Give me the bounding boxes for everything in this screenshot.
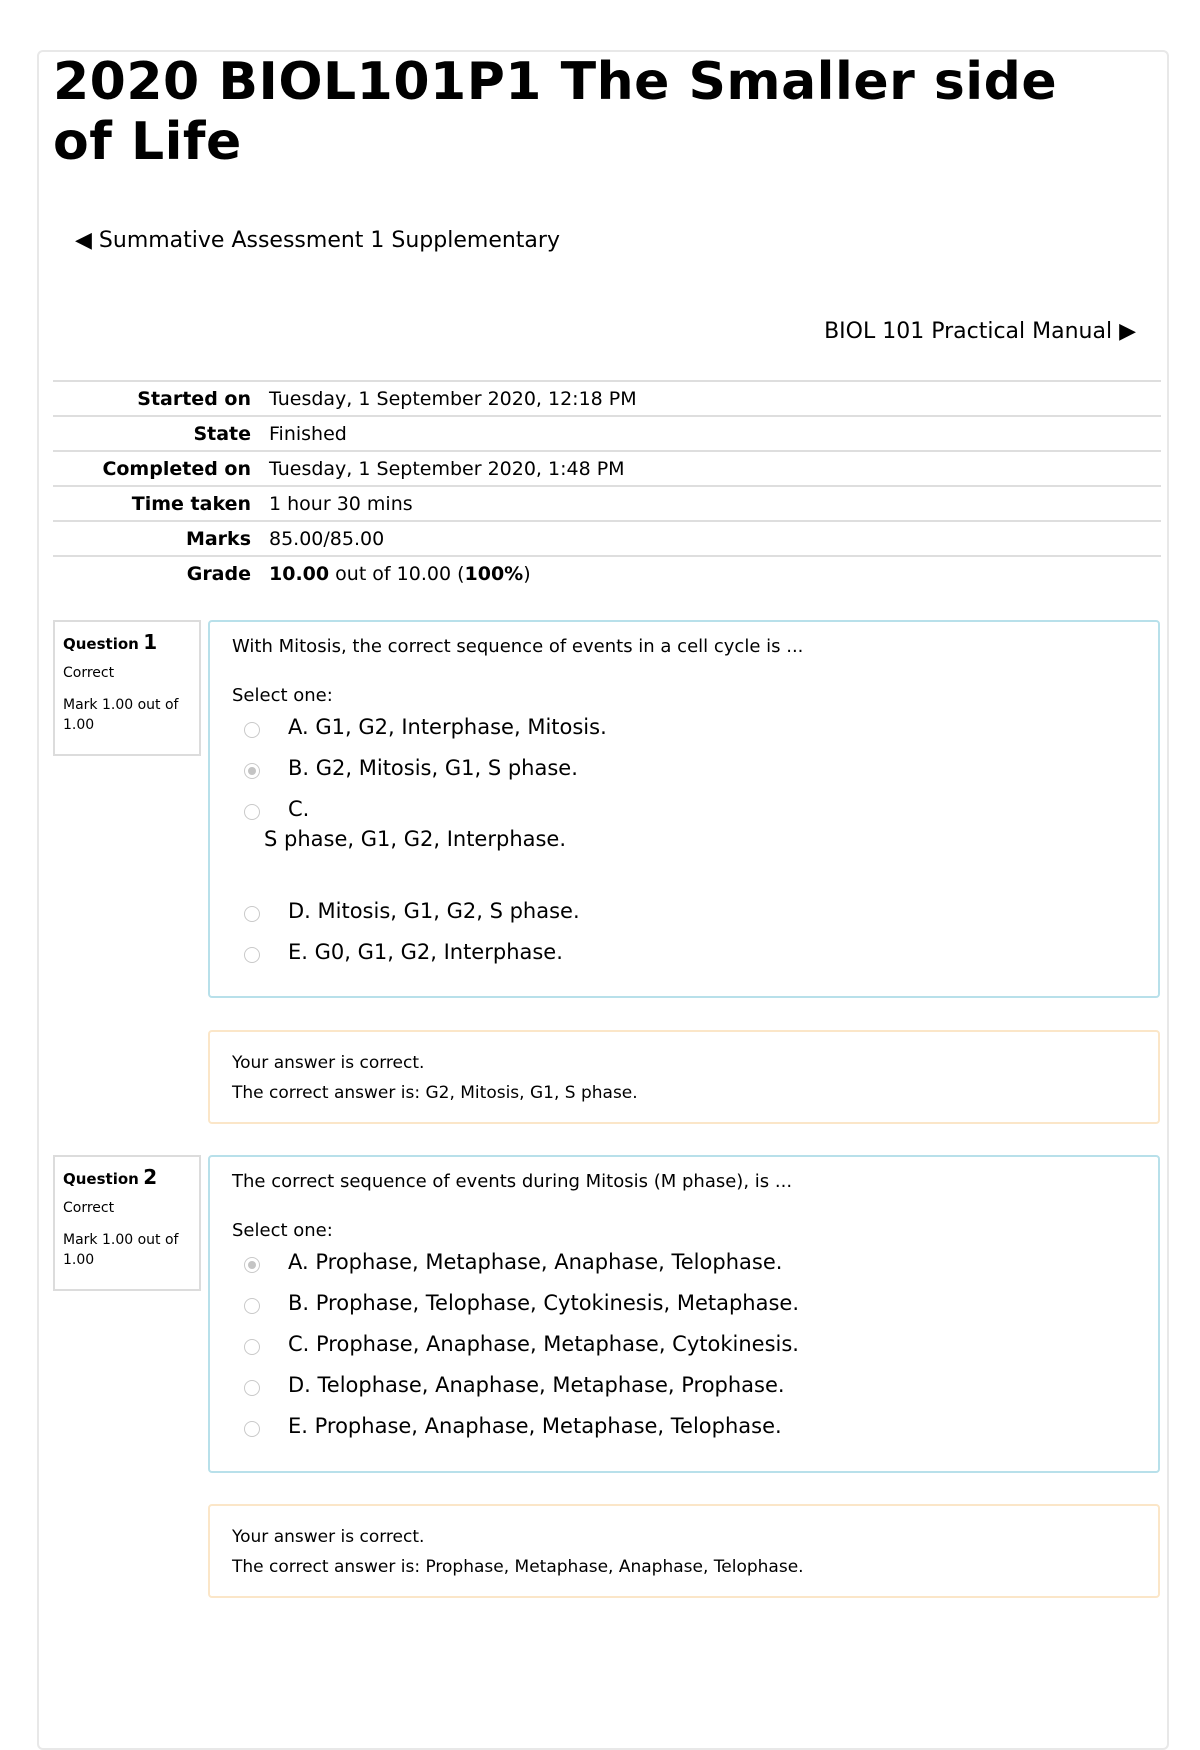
radio-button[interactable] <box>244 1421 260 1437</box>
answer-option[interactable] <box>232 1288 1136 1318</box>
feedback-correct-answer: The correct answer is: Prophase, Metaphase, Anaphase, Telophase. <box>232 1557 804 1577</box>
answer-option[interactable] <box>232 712 1136 742</box>
answer-option[interactable] <box>232 896 1136 926</box>
summary-row-time <box>53 486 1161 521</box>
question-info <box>53 1155 201 1291</box>
answer-label: A. Prophase, Metaphase, Anaphase, Telophase. <box>288 1250 783 1274</box>
radio-button[interactable] <box>244 1257 260 1273</box>
question-number: 2 <box>143 1165 158 1189</box>
course-title: 2020 BIOL101P1 The Smaller side of Life <box>53 52 1058 172</box>
answer-label: A. G1, G2, Interphase, Mitosis. <box>288 715 607 739</box>
summary-label: Started on <box>137 387 251 410</box>
answer-label-continued: S phase, G1, G2, Interphase. <box>264 827 567 851</box>
question-grade: Mark 1.00 out of 1.00 <box>63 697 179 733</box>
radio-button[interactable] <box>244 1339 260 1355</box>
select-prompt: Select one: <box>232 1220 333 1241</box>
answer-list <box>232 712 1136 967</box>
question-content <box>208 620 1160 998</box>
answer-list <box>232 1247 1136 1441</box>
answer-label: B. G2, Mitosis, G1, S phase. <box>288 756 578 780</box>
question-text: The correct sequence of events during Mitosis (M phase), is ... <box>232 1171 793 1192</box>
summary-value: Tuesday, 1 September 2020, 12:18 PM <box>269 387 637 410</box>
summary-label: Completed on <box>102 457 251 480</box>
radio-button[interactable] <box>244 1298 260 1314</box>
answer-option[interactable] <box>232 1370 1136 1400</box>
summary-value: 1 hour 30 mins <box>269 492 413 515</box>
question-feedback <box>208 1504 1160 1598</box>
summary-value: Tuesday, 1 September 2020, 1:48 PM <box>269 457 625 480</box>
question-info <box>53 620 201 756</box>
summary-row-state <box>53 416 1161 451</box>
answer-option[interactable] <box>232 937 1136 967</box>
summary-value: 85.00/85.00 <box>269 527 385 550</box>
answer-option[interactable] <box>232 1329 1136 1359</box>
summary-label: Marks <box>185 527 251 550</box>
radio-button[interactable] <box>244 906 260 922</box>
summary-row-grade <box>53 556 1161 591</box>
answer-label: D. Mitosis, G1, G2, S phase. <box>288 899 580 923</box>
summary-value <box>269 556 1161 591</box>
answer-label: D. Telophase, Anaphase, Metaphase, Prophase. <box>288 1373 785 1397</box>
feedback-correct-answer: The correct answer is: G2, Mitosis, G1, S phase. <box>232 1083 638 1103</box>
question-state: Correct <box>63 1200 115 1216</box>
summary-label: Grade <box>186 563 251 585</box>
question-state: Correct <box>63 665 115 681</box>
grade-percent: 100% <box>464 563 524 585</box>
radio-button[interactable] <box>244 804 260 820</box>
summary-value: Finished <box>269 422 347 445</box>
answer-label: C. Prophase, Anaphase, Metaphase, Cytokinesis. <box>288 1332 799 1356</box>
prev-activity-link[interactable]: ◀ Summative Assessment 1 Supplementary <box>75 228 560 253</box>
feedback-status: Your answer is correct. <box>232 1527 425 1547</box>
question-text: With Mitosis, the correct sequence of events in a cell cycle is ... <box>232 636 804 657</box>
question-label: Question <box>63 1170 139 1188</box>
grade-out-of: out of 10.00 ( <box>329 563 465 585</box>
radio-button[interactable] <box>244 947 260 963</box>
question-feedback <box>208 1030 1160 1124</box>
question-number: 1 <box>143 630 158 654</box>
answer-label: B. Prophase, Telophase, Cytokinesis, Metaphase. <box>288 1291 800 1315</box>
answer-label: E. G0, G1, G2, Interphase. <box>288 940 563 964</box>
summary-row-marks <box>53 521 1161 556</box>
summary-label: Time taken <box>131 492 251 515</box>
answer-option[interactable] <box>232 794 1136 854</box>
answer-label-wrapper <box>264 794 567 854</box>
summary-label: State <box>193 422 251 445</box>
grade-close: ) <box>523 563 531 585</box>
summary-row-completed <box>53 451 1161 486</box>
radio-button[interactable] <box>244 1380 260 1396</box>
answer-option[interactable] <box>232 753 1136 783</box>
radio-button[interactable] <box>244 763 260 779</box>
next-activity-link[interactable]: BIOL 101 Practical Manual ▶ <box>824 319 1136 344</box>
radio-button[interactable] <box>244 722 260 738</box>
feedback-status: Your answer is correct. <box>232 1053 425 1073</box>
attempt-summary-table <box>53 380 1161 591</box>
answer-label: C. <box>288 797 310 821</box>
answer-option[interactable] <box>232 1411 1136 1441</box>
answer-option[interactable] <box>232 1247 1136 1277</box>
select-prompt: Select one: <box>232 685 333 706</box>
question-grade: Mark 1.00 out of 1.00 <box>63 1232 179 1268</box>
question-content <box>208 1155 1160 1473</box>
summary-row-started <box>53 381 1161 416</box>
answer-label: E. Prophase, Anaphase, Metaphase, Telophase. <box>288 1414 782 1438</box>
grade-value: 10.00 <box>269 563 330 585</box>
question-label: Question <box>63 635 139 653</box>
